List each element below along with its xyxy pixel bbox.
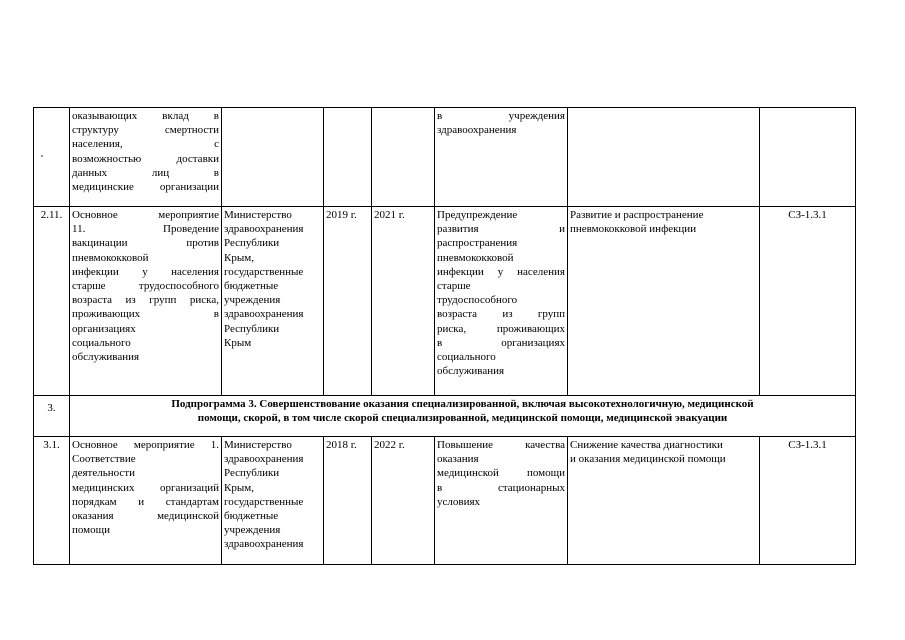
table-row [34, 437, 856, 565]
row-number: 3.1. [34, 437, 70, 565]
result-cell: Предупреждение развития и распространения пневмококковой инфекции у населения старше трудоспособного возраста из групп риска, проживающих в организациях социального обслуживания [435, 207, 568, 396]
subprogram-title: Подпрограмма 3. Совершенствование оказания специализированной, включая высокотехнологичную, медицинской помощи, скорой, в том числе скорой специализированной, медицинской помощи, медицинской эвакуации [70, 396, 856, 437]
impact-cell: Снижение качества диагностики и оказания медицинской помощи [568, 437, 760, 565]
program-table [33, 107, 856, 565]
start-year-cell [324, 108, 372, 207]
impact-cell: Развитие и распространение пневмококковой инфекции [568, 207, 760, 396]
event-cell: оказывающих вклад в структуру смертности населения, с возможностью доставки данных лиц в медицинские организации [70, 108, 222, 207]
row-number: 3. [34, 396, 70, 437]
event-cell: Основное мероприятие 11. Проведение вакцинации против пневмококковой инфекции у населения старше трудоспособного возраста из групп риска, проживающих в организациях социального обслуживания [70, 207, 222, 396]
executor-cell [222, 108, 324, 207]
indicator-code-cell [760, 108, 856, 207]
indicator-code-cell: СЗ-1.3.1 [760, 207, 856, 396]
result-cell: Повышение качества оказания медицинской помощи в стационарных условиях [435, 437, 568, 565]
start-year-cell: 2019 г. [324, 207, 372, 396]
start-year-cell: 2018 г. [324, 437, 372, 565]
indicator-code-cell: СЗ-1.3.1 [760, 437, 856, 565]
subprogram-row [34, 396, 856, 437]
end-year-cell: 2021 г. [372, 207, 435, 396]
row-number [34, 108, 70, 207]
table-row [34, 207, 856, 396]
event-cell: Основное мероприятие 1. Соответствие деятельности медицинских организаций порядкам и стандартам оказания медицинской помощи [70, 437, 222, 565]
executor-cell: Министерство здравоохранения Республики Крым, государственные бюджетные учреждения здравоохранения [222, 437, 324, 565]
row-number: 2.11. [34, 207, 70, 396]
end-year-cell: 2022 г. [372, 437, 435, 565]
result-cell: в учреждения здравоохранения [435, 108, 568, 207]
executor-cell: Министерство здравоохранения Республики Крым, государственные бюджетные учреждения здравоохранения Республики Крым [222, 207, 324, 396]
end-year-cell [372, 108, 435, 207]
impact-cell [568, 108, 760, 207]
table-row [34, 108, 856, 207]
